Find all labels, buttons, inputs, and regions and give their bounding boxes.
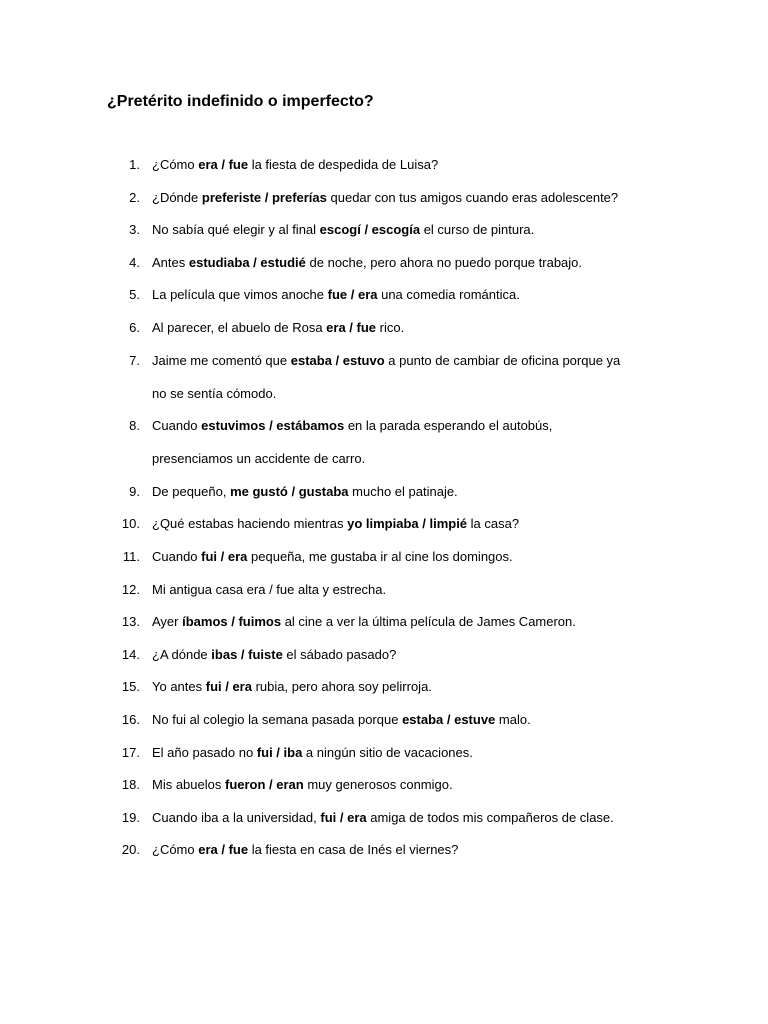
item-text bbox=[152, 840, 672, 860]
item-text-line bbox=[152, 255, 582, 270]
item-number: 5. bbox=[129, 287, 140, 303]
item-number: 18. bbox=[121, 777, 140, 793]
list-item bbox=[0, 710, 768, 730]
sentence-fragment: ¿Cómo bbox=[152, 157, 199, 172]
verb-options: íbamos / fuimos bbox=[182, 614, 282, 630]
item-text bbox=[152, 285, 672, 305]
item-number: 13. bbox=[121, 614, 140, 630]
list-item bbox=[0, 808, 768, 828]
item-text bbox=[152, 710, 672, 730]
item-text bbox=[152, 482, 672, 502]
list-item bbox=[0, 188, 768, 208]
item-text-line bbox=[152, 810, 614, 825]
verb-options: fueron / eran bbox=[224, 777, 304, 793]
sentence-fragment: Mis abuelos bbox=[152, 777, 225, 793]
item-text-line bbox=[152, 745, 473, 760]
item-text bbox=[152, 155, 672, 175]
list-item bbox=[0, 416, 768, 469]
item-text-line bbox=[152, 549, 513, 564]
list-item bbox=[0, 840, 768, 860]
list-item bbox=[0, 253, 768, 273]
sentence-fragment: el sábado pasado? bbox=[282, 646, 397, 662]
item-text-line bbox=[152, 353, 620, 368]
sentence-fragment: muy generosos conmigo. bbox=[303, 777, 453, 793]
sentence-fragment: el curso de pintura. bbox=[420, 222, 535, 238]
item-number: 1. bbox=[129, 157, 140, 172]
sentence-fragment: la fiesta en casa de Inés el viernes? bbox=[248, 842, 459, 858]
item-text bbox=[152, 645, 672, 665]
sentence-fragment: la fiesta de despedida de Luisa? bbox=[248, 157, 439, 172]
list-item bbox=[0, 580, 768, 600]
sentence-fragment: Antes bbox=[152, 254, 189, 270]
item-number: 15. bbox=[121, 679, 140, 695]
item-text bbox=[152, 253, 672, 273]
sentence-fragment: Jaime me comentó que bbox=[152, 352, 291, 368]
verb-options: estuvimos / estábamos bbox=[201, 418, 345, 434]
list-item bbox=[0, 547, 768, 567]
list-item bbox=[0, 220, 768, 240]
item-number: 14. bbox=[121, 646, 140, 662]
item-text-line bbox=[152, 484, 458, 499]
sentence-fragment: de noche, pero ahora no puedo porque trabajo. bbox=[305, 254, 583, 270]
verb-options: era / fue bbox=[198, 157, 249, 172]
item-text-line bbox=[152, 582, 386, 597]
item-text-line bbox=[152, 287, 520, 302]
list-item bbox=[0, 351, 768, 404]
sentence-fragment: ¿Dónde bbox=[152, 189, 202, 205]
item-text bbox=[152, 808, 672, 828]
item-text bbox=[152, 677, 672, 697]
sentence-fragment: a punto de cambiar de oficina porque ya bbox=[384, 352, 621, 368]
verb-options: me gustó / gustaba bbox=[230, 483, 349, 499]
sentence-fragment: al cine a ver la última película de James Cameron. bbox=[281, 614, 576, 630]
item-number: 2. bbox=[129, 189, 140, 205]
item-number: 7. bbox=[129, 352, 140, 368]
item-text bbox=[152, 351, 672, 404]
list-item bbox=[0, 155, 768, 175]
verb-options: era / fue bbox=[326, 319, 377, 335]
verb-options: yo limpiaba / limpié bbox=[347, 516, 468, 532]
sentence-fragment: El año pasado no bbox=[152, 744, 257, 760]
sentence-fragment: No fui al colegio la semana pasada porque bbox=[152, 711, 403, 727]
verb-options: fue / era bbox=[327, 287, 378, 303]
sentence-fragment: rico. bbox=[376, 319, 405, 335]
item-text-line bbox=[152, 614, 576, 629]
sentence-fragment: La película que vimos anoche bbox=[152, 287, 328, 303]
item-number: 20. bbox=[121, 842, 140, 858]
sentence-fragment: Cuando bbox=[152, 548, 202, 564]
item-text-line bbox=[152, 516, 519, 531]
sentence-fragment: rubia, pero ahora soy pelirroja. bbox=[251, 679, 432, 695]
item-text-line bbox=[152, 157, 438, 172]
page-title: ¿Pretérito indefinido o imperfecto? bbox=[107, 93, 374, 110]
item-text-line bbox=[152, 777, 453, 792]
item-text-line bbox=[152, 679, 432, 694]
item-text-line bbox=[152, 190, 618, 205]
sentence-fragment: a ningún sitio de vacaciones. bbox=[302, 744, 473, 760]
item-number: 9. bbox=[129, 483, 140, 499]
item-text bbox=[152, 416, 672, 469]
item-number: 11. bbox=[122, 548, 140, 564]
sentence-fragment: la casa? bbox=[467, 516, 520, 532]
sentence-fragment: ¿A dónde bbox=[152, 646, 212, 662]
item-text-continuation: presenciamos un accidente de carro. bbox=[152, 451, 366, 467]
list-item bbox=[0, 612, 768, 632]
item-number: 19. bbox=[121, 809, 140, 825]
item-text bbox=[152, 743, 672, 763]
sentence-fragment: en la parada esperando el autobús, bbox=[344, 418, 553, 434]
sentence-fragment: mucho el patinaje. bbox=[348, 483, 458, 499]
exercise-list bbox=[0, 155, 768, 873]
item-text-line bbox=[152, 320, 404, 335]
sentence-fragment: De pequeño, bbox=[152, 483, 231, 499]
item-text-continuation: no se sentía cómodo. bbox=[152, 385, 277, 401]
item-text-line bbox=[152, 418, 552, 433]
sentence-fragment: quedar con tus amigos cuando eras adolescente? bbox=[326, 189, 619, 205]
sentence-fragment: malo. bbox=[495, 711, 531, 727]
item-text bbox=[152, 220, 672, 240]
list-item bbox=[0, 318, 768, 338]
verb-options: fui / iba bbox=[256, 744, 303, 760]
item-text bbox=[152, 318, 672, 338]
item-text bbox=[152, 547, 672, 567]
item-number: 4. bbox=[129, 254, 140, 270]
list-item bbox=[0, 285, 768, 305]
item-text-line bbox=[152, 647, 396, 662]
sentence-fragment: una comedia romántica. bbox=[377, 287, 520, 303]
item-number: 8. bbox=[129, 418, 140, 434]
sentence-fragment: Ayer bbox=[152, 614, 183, 630]
verb-options: fui / era bbox=[201, 548, 248, 564]
sentence-fragment: pequeña, me gustaba ir al cine los domingos. bbox=[247, 548, 513, 564]
sentence-fragment: amiga de todos mis compañeros de clase. bbox=[366, 809, 614, 825]
verb-options: fui / era bbox=[205, 679, 252, 695]
item-text bbox=[152, 775, 672, 795]
item-text bbox=[152, 612, 672, 632]
verb-options: estaba / estuvo bbox=[290, 352, 385, 368]
verb-options: preferiste / preferías bbox=[201, 189, 327, 205]
item-text bbox=[152, 580, 672, 600]
sentence-fragment: Al parecer, el abuelo de Rosa bbox=[152, 319, 327, 335]
item-number: 10. bbox=[121, 516, 140, 532]
verb-options: escogí / escogía bbox=[319, 222, 421, 238]
list-item bbox=[0, 645, 768, 665]
item-number: 3. bbox=[129, 222, 140, 238]
sentence-fragment: ¿Cómo bbox=[152, 842, 199, 858]
sentence-fragment: Mi antigua casa era / fue alta y estrecha. bbox=[152, 581, 387, 597]
list-item bbox=[0, 743, 768, 763]
item-text-line bbox=[152, 222, 534, 237]
verb-options: ibas / fuiste bbox=[211, 646, 283, 662]
sentence-fragment: Yo antes bbox=[152, 679, 206, 695]
item-number: 6. bbox=[129, 319, 140, 335]
item-number: 12. bbox=[121, 581, 140, 597]
item-number: 17. bbox=[121, 744, 140, 760]
list-item bbox=[0, 775, 768, 795]
item-text bbox=[152, 188, 672, 208]
list-item bbox=[0, 482, 768, 502]
verb-options: era / fue bbox=[198, 842, 249, 858]
verb-options: estaba / estuve bbox=[402, 711, 496, 727]
item-text-line bbox=[152, 712, 531, 727]
item-text bbox=[152, 514, 672, 534]
item-text-line bbox=[152, 842, 458, 857]
sentence-fragment: ¿Qué estabas haciendo mientras bbox=[152, 516, 348, 532]
sentence-fragment: No sabía qué elegir y al final bbox=[152, 222, 320, 238]
list-item bbox=[0, 514, 768, 534]
sentence-fragment: Cuando iba a la universidad, bbox=[152, 809, 321, 825]
verb-options: estudiaba / estudié bbox=[188, 254, 306, 270]
item-number: 16. bbox=[121, 711, 140, 727]
sentence-fragment: Cuando bbox=[152, 418, 202, 434]
list-item bbox=[0, 677, 768, 697]
verb-options: fui / era bbox=[320, 809, 367, 825]
